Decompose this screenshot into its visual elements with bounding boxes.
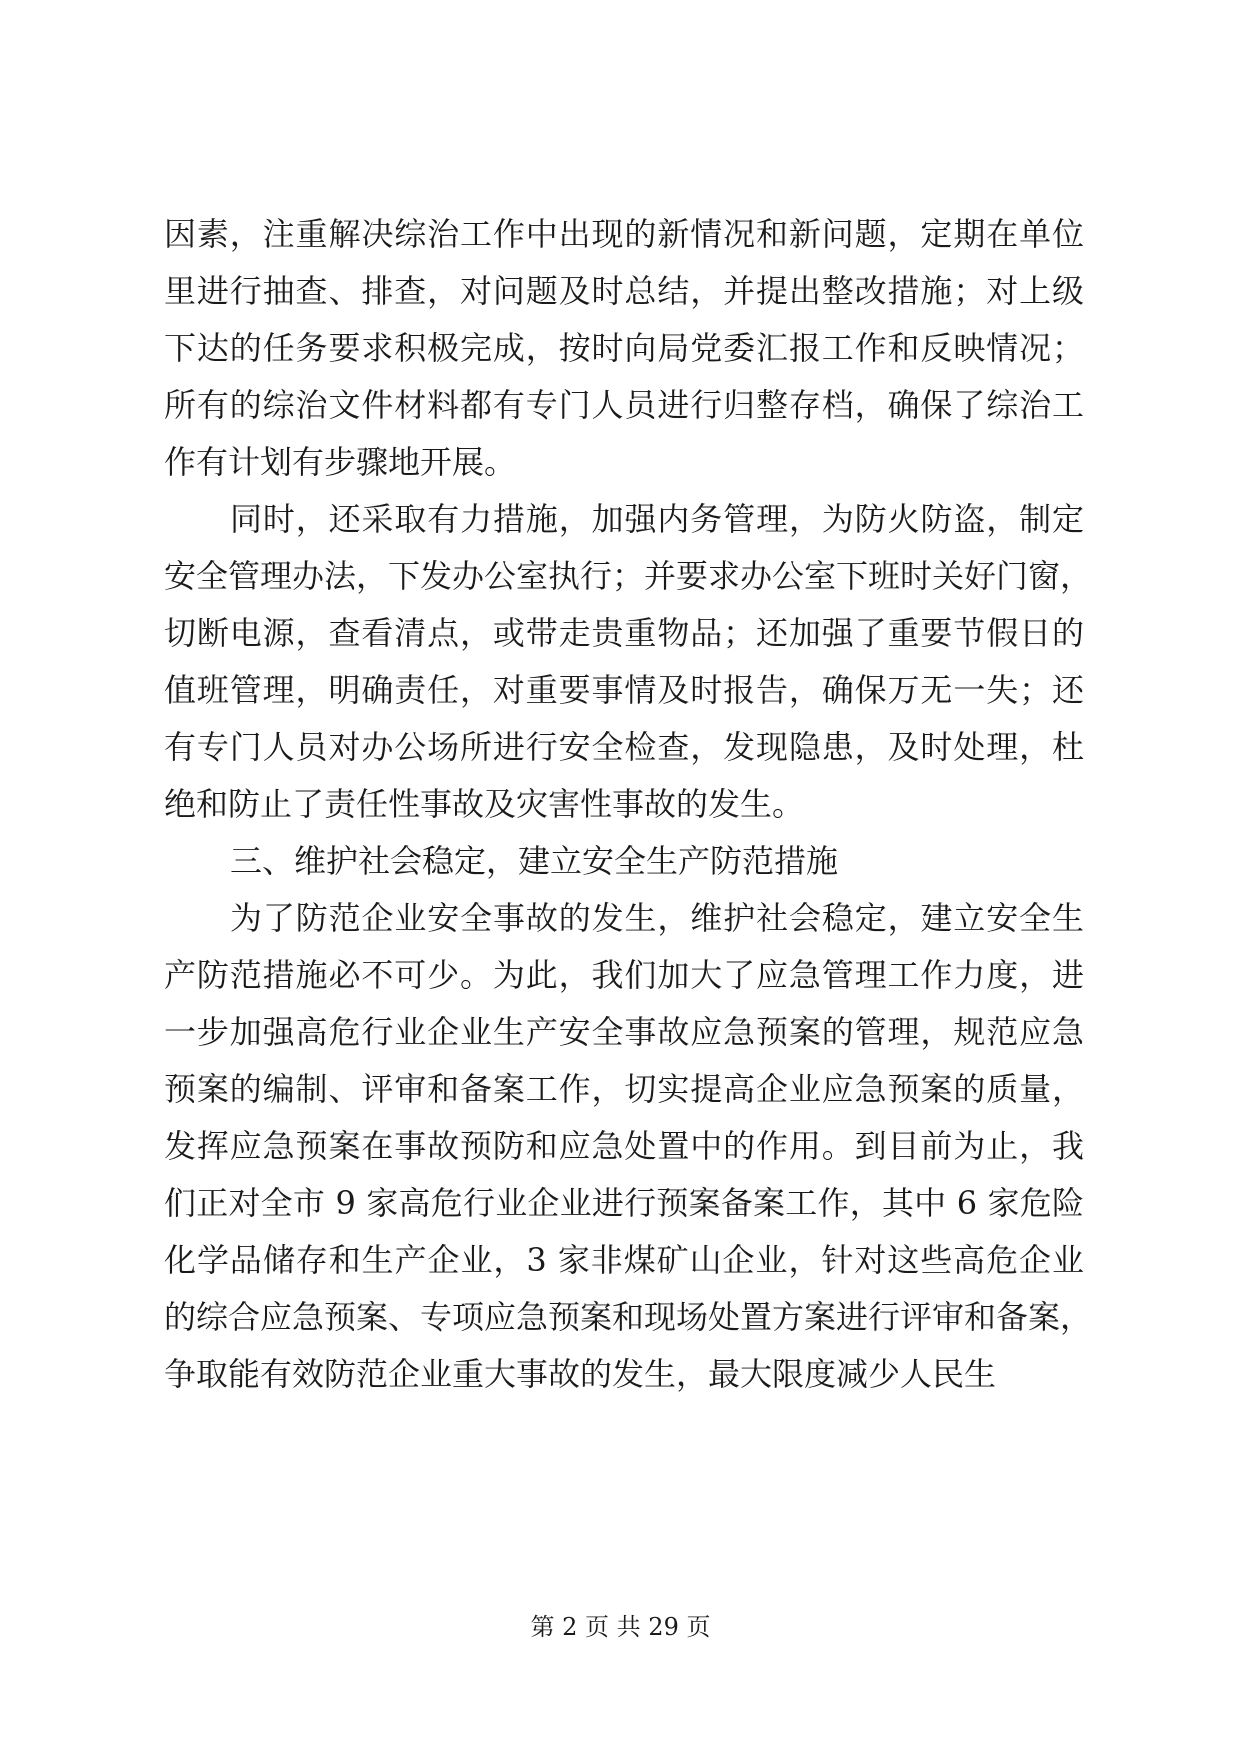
text-line: 一步加强高危行业企业生产安全事故应急预案的管理，规范应急 bbox=[164, 1013, 1084, 1051]
text-line: 下达的任务要求积极完成，按时向局党委汇报工作和反映情况； bbox=[164, 329, 1084, 367]
text-line: 切断电源，查看清点，或带走贵重物品；还加强了重要节假日的 bbox=[164, 614, 1084, 652]
text-line: 里进行抽查、排查，对问题及时总结，并提出整改措施；对上级 bbox=[164, 272, 1084, 310]
text-line: 发挥应急预案在事故预防和应急处置中的作用。到目前为止，我 bbox=[164, 1127, 1084, 1165]
section-heading: 三、维护社会稳定，建立安全生产防范措施 bbox=[230, 842, 839, 880]
text-line: 有专门人员对办公场所进行安全检查，发现隐患，及时处理，杜 bbox=[164, 728, 1084, 766]
text-line: 所有的综治文件材料都有专门人员进行归整存档，确保了综治工 bbox=[164, 386, 1084, 424]
text-line: 因素，注重解决综治工作中出现的新情况和新问题，定期在单位 bbox=[164, 215, 1084, 253]
text-line: 绝和防止了责任性事故及灾害性事故的发生。 bbox=[164, 785, 805, 823]
text-line: 预案的编制、评审和备案工作，切实提高企业应急预案的质量， bbox=[164, 1070, 1084, 1108]
text-line: 安全管理办法，下发办公室执行；并要求办公室下班时关好门窗， bbox=[164, 557, 1093, 595]
text-line: 的综合应急预案、专项应急预案和现场处置方案进行评审和备案， bbox=[164, 1298, 1093, 1336]
page-number-footer: 第 2 页 共 29 页 bbox=[530, 1613, 711, 1641]
text-line: 化学品储存和生产企业，3 家非煤矿山企业，针对这些高危企业 bbox=[164, 1241, 1084, 1279]
text-line: 作有计划有步骤地开展。 bbox=[164, 443, 517, 481]
text-line: 值班管理，明确责任，对重要事情及时报告，确保万无一失；还 bbox=[164, 671, 1084, 709]
text-line: 为了防范企业安全事故的发生，维护社会稳定，建立安全生 bbox=[230, 899, 1084, 937]
text-line: 们正对全市 9 家高危行业企业进行预案备案工作，其中 6 家危险 bbox=[164, 1184, 1084, 1222]
text-line: 同时，还采取有力措施，加强内务管理，为防火防盗，制定 bbox=[230, 500, 1084, 538]
text-line: 产防范措施必不可少。为此，我们加大了应急管理工作力度，进 bbox=[164, 956, 1084, 994]
text-line: 争取能有效防范企业重大事故的发生，最大限度减少人民生 bbox=[164, 1355, 997, 1393]
